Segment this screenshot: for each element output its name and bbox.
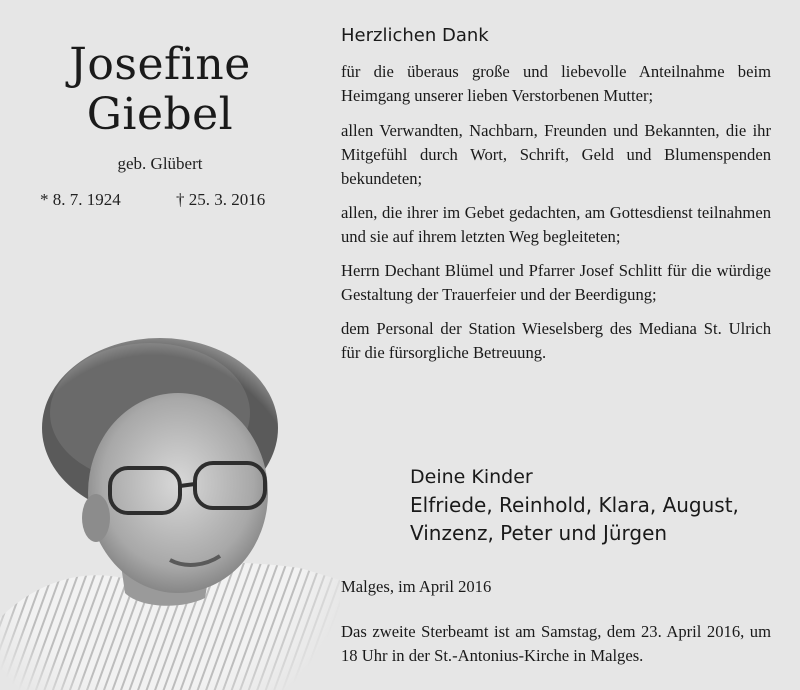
deceased-first-name: Josefine xyxy=(69,39,251,90)
thanks-text xyxy=(341,22,771,375)
signers-names-line: Elfriede, Reinhold, Klara, August, xyxy=(410,493,739,517)
thanks-paragraph: allen, die ihrer im Gebet gedachten, am Gottesdienst teilnahmen und sie auf ihrem letzten Weg begleiteten; xyxy=(341,203,771,246)
memorial-mass-notice: Das zweite Sterbeamt ist am Samstag, dem 23. April 2016, um 18 Uhr in der St.-Antonius-Kirche in Malges. xyxy=(341,622,771,665)
death-date: † 25. 3. 2016 xyxy=(176,190,266,209)
thanks-paragraph: dem Personal der Station Wieselsberg des Mediana St. Ulrich für die fürsorgliche Betreuung. xyxy=(341,319,771,362)
portrait-photo-icon xyxy=(0,318,340,690)
thanks-paragraph: Herrn Dechant Blümel und Pfarrer Josef Schlitt für die würdige Gestaltung der Trauerfeier und der Beerdigung; xyxy=(341,261,771,304)
place-and-date: Malges, im April 2016 xyxy=(341,577,492,596)
deceased-last-name: Giebel xyxy=(86,89,234,140)
maiden-name: geb. Glübert xyxy=(117,154,203,173)
thanks-paragraph: allen Verwandten, Nachbarn, Freunden und Bekannten, die ihr Mitgefühl durch Wort, Schrift, Geld und Blumenspenden bekundeten; xyxy=(341,121,771,188)
birth-date: * 8. 7. 1924 xyxy=(40,190,121,209)
signers-names-line: Vinzenz, Peter und Jürgen xyxy=(410,521,668,545)
deceased-name-block xyxy=(20,40,300,174)
thanks-heading: Herzlichen Dank xyxy=(341,25,489,46)
signers-intro: Deine Kinder xyxy=(410,466,533,488)
portrait-photo xyxy=(0,318,340,690)
signers-block xyxy=(410,463,739,547)
thanks-paragraph: für die überaus große und liebevolle Anteilnahme beim Heimgang unserer lieben Verstorbenen Mutter; xyxy=(341,62,771,105)
